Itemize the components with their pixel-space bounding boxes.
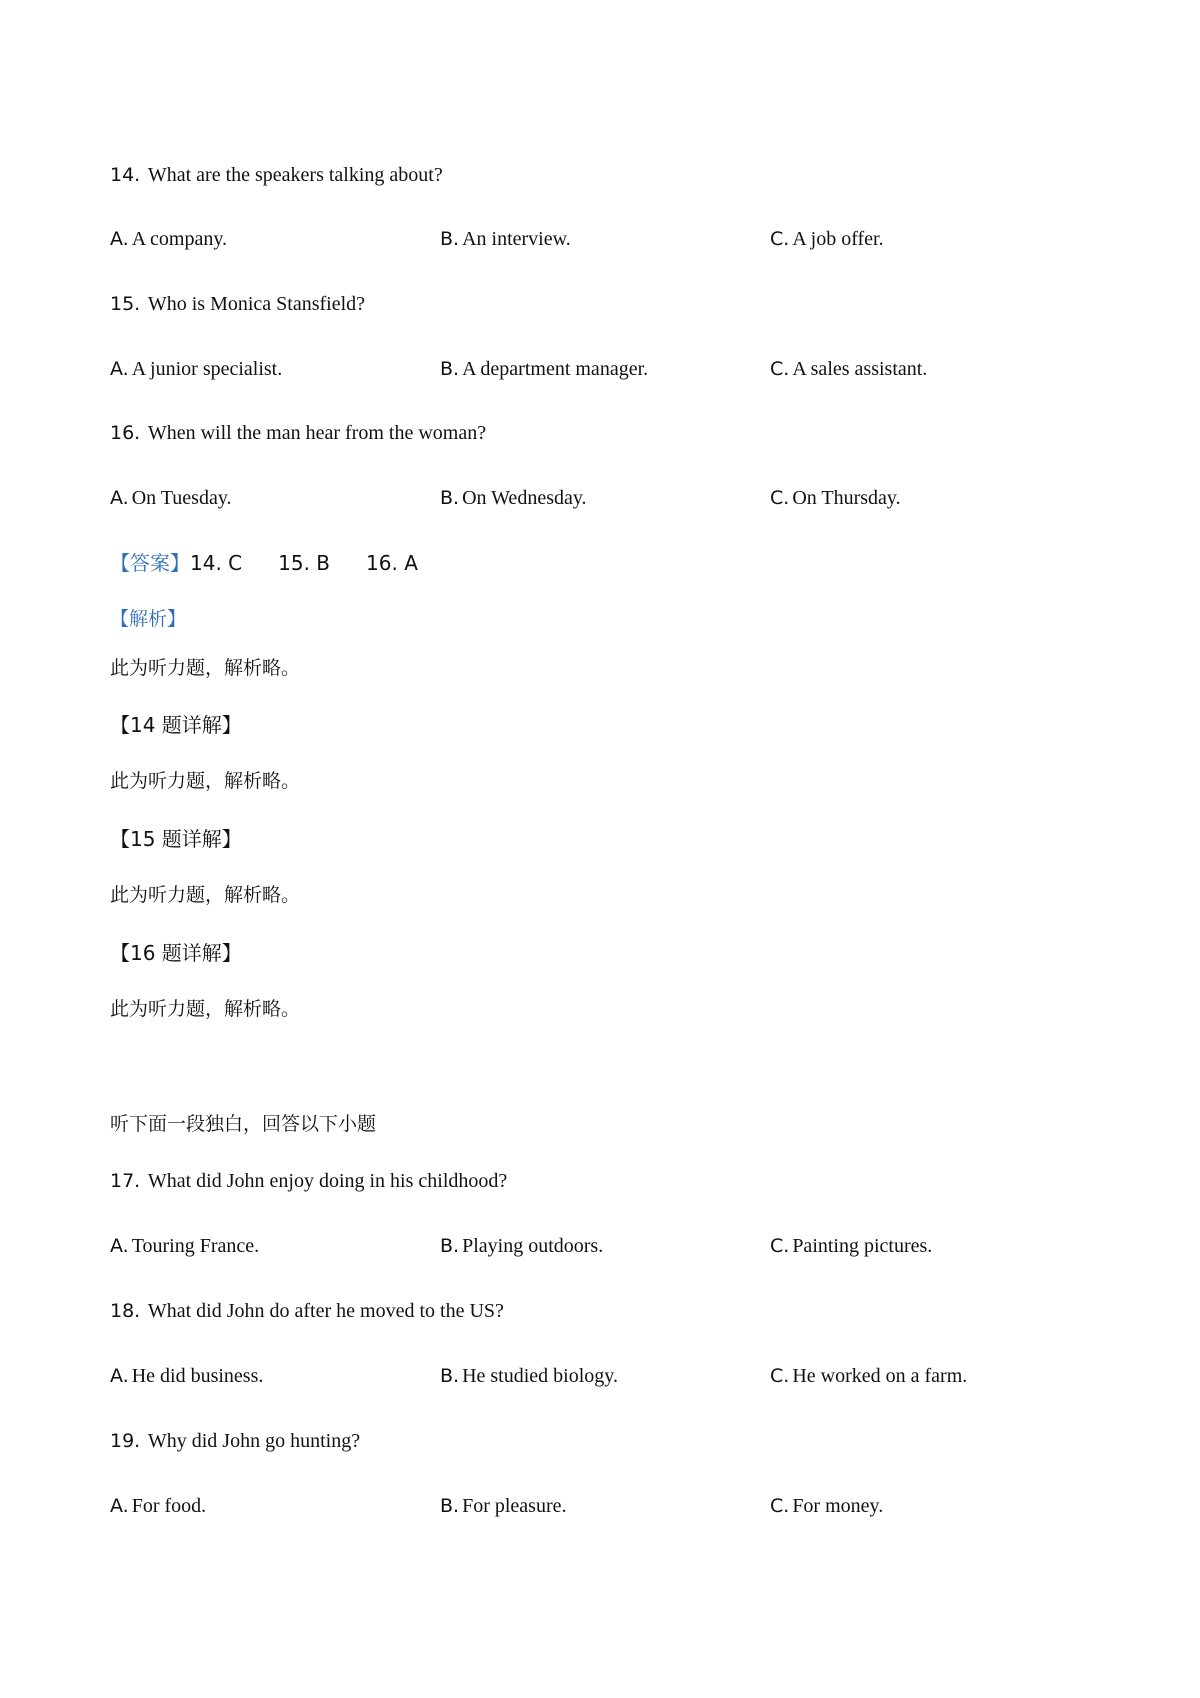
q19-option-a (110, 1493, 206, 1519)
option-text: A junior specialist. (131, 358, 283, 380)
detail-heading-16: 【16 题详解】 (110, 941, 242, 965)
answer-value: 15. B (278, 551, 331, 575)
question-number: 19. (110, 1430, 141, 1452)
q14-option-a (110, 226, 227, 252)
question-number: 17. (110, 1170, 141, 1192)
detail-text-15: 此为听力题，解析略。 (110, 884, 301, 906)
option-letter: B. (440, 358, 460, 380)
option-letter: A. (110, 1235, 129, 1257)
option-letter: C. (770, 228, 790, 250)
question-text: When will the man hear from the woman? (147, 422, 487, 444)
option-letter: A. (110, 228, 129, 250)
option-text: Touring France. (131, 1235, 260, 1257)
q14-option-b (440, 226, 571, 252)
q17-option-c (770, 1233, 932, 1259)
q17-option-a (110, 1233, 259, 1259)
option-letter: A. (110, 358, 129, 380)
q16-option-c (770, 485, 901, 511)
question-16 (110, 420, 486, 446)
option-letter: C. (770, 1495, 790, 1517)
option-letter: A. (110, 1365, 129, 1387)
option-letter: B. (440, 1235, 460, 1257)
analysis-label: 【解析】 (110, 608, 187, 630)
option-text: On Thursday. (792, 487, 901, 509)
option-text: He did business. (131, 1365, 264, 1387)
question-19 (110, 1428, 360, 1454)
question-number: 15. (110, 293, 141, 315)
question-number: 18. (110, 1300, 141, 1322)
q18-option-b (440, 1363, 618, 1389)
section-instruction: 听下面一段独白，回答以下小题 (110, 1113, 377, 1135)
q18-option-a (110, 1363, 263, 1389)
answer-line (110, 550, 454, 577)
question-number: 16. (110, 422, 141, 444)
option-text: On Wednesday. (462, 487, 587, 509)
option-letter: B. (440, 1495, 460, 1517)
option-text: For pleasure. (462, 1495, 567, 1517)
analysis-intro: 此为听力题，解析略。 (110, 657, 301, 679)
question-text: Who is Monica Stansfield? (147, 293, 366, 315)
answer-value: 16. A (366, 551, 418, 575)
detail-text-14: 此为听力题，解析略。 (110, 770, 301, 792)
q16-option-a (110, 485, 232, 511)
question-text: Why did John go hunting? (147, 1430, 361, 1452)
option-letter: C. (770, 1365, 790, 1387)
detail-text-16: 此为听力题，解析略。 (110, 998, 301, 1020)
q14-option-c (770, 226, 884, 252)
question-text: What did John do after he moved to the US? (147, 1300, 504, 1322)
option-letter: A. (110, 487, 129, 509)
question-15 (110, 291, 365, 317)
question-14 (110, 162, 443, 188)
q18-option-c (770, 1363, 967, 1389)
question-18 (110, 1298, 504, 1324)
answer-label: 【答案】 (110, 551, 190, 575)
option-letter: B. (440, 487, 460, 509)
detail-heading-14: 【14 题详解】 (110, 713, 242, 737)
option-letter: A. (110, 1495, 129, 1517)
q15-option-c (770, 356, 927, 382)
option-letter: C. (770, 487, 790, 509)
option-letter: B. (440, 1365, 460, 1387)
q19-option-b (440, 1493, 567, 1519)
option-text: A job offer. (792, 228, 884, 250)
option-letter: C. (770, 1235, 790, 1257)
question-17 (110, 1168, 507, 1194)
option-text: On Tuesday. (131, 487, 232, 509)
option-text: For food. (131, 1495, 207, 1517)
option-text: He worked on a farm. (792, 1365, 968, 1387)
option-text: Playing outdoors. (462, 1235, 604, 1257)
q16-option-b (440, 485, 587, 511)
question-text: What are the speakers talking about? (147, 164, 443, 186)
q19-option-c (770, 1493, 883, 1519)
answer-value: 14. C (190, 551, 243, 575)
q15-option-b (440, 356, 648, 382)
option-text: Painting pictures. (792, 1235, 933, 1257)
option-text: A department manager. (462, 358, 649, 380)
q17-option-b (440, 1233, 603, 1259)
q15-option-a (110, 356, 282, 382)
option-text: He studied biology. (462, 1365, 618, 1387)
detail-heading-15: 【15 题详解】 (110, 827, 242, 851)
question-text: What did John enjoy doing in his childhood? (147, 1170, 508, 1192)
question-number: 14. (110, 164, 141, 186)
option-text: A company. (131, 228, 228, 250)
option-text: For money. (792, 1495, 884, 1517)
option-letter: B. (440, 228, 460, 250)
option-text: An interview. (462, 228, 571, 250)
option-letter: C. (770, 358, 790, 380)
option-text: A sales assistant. (792, 358, 928, 380)
